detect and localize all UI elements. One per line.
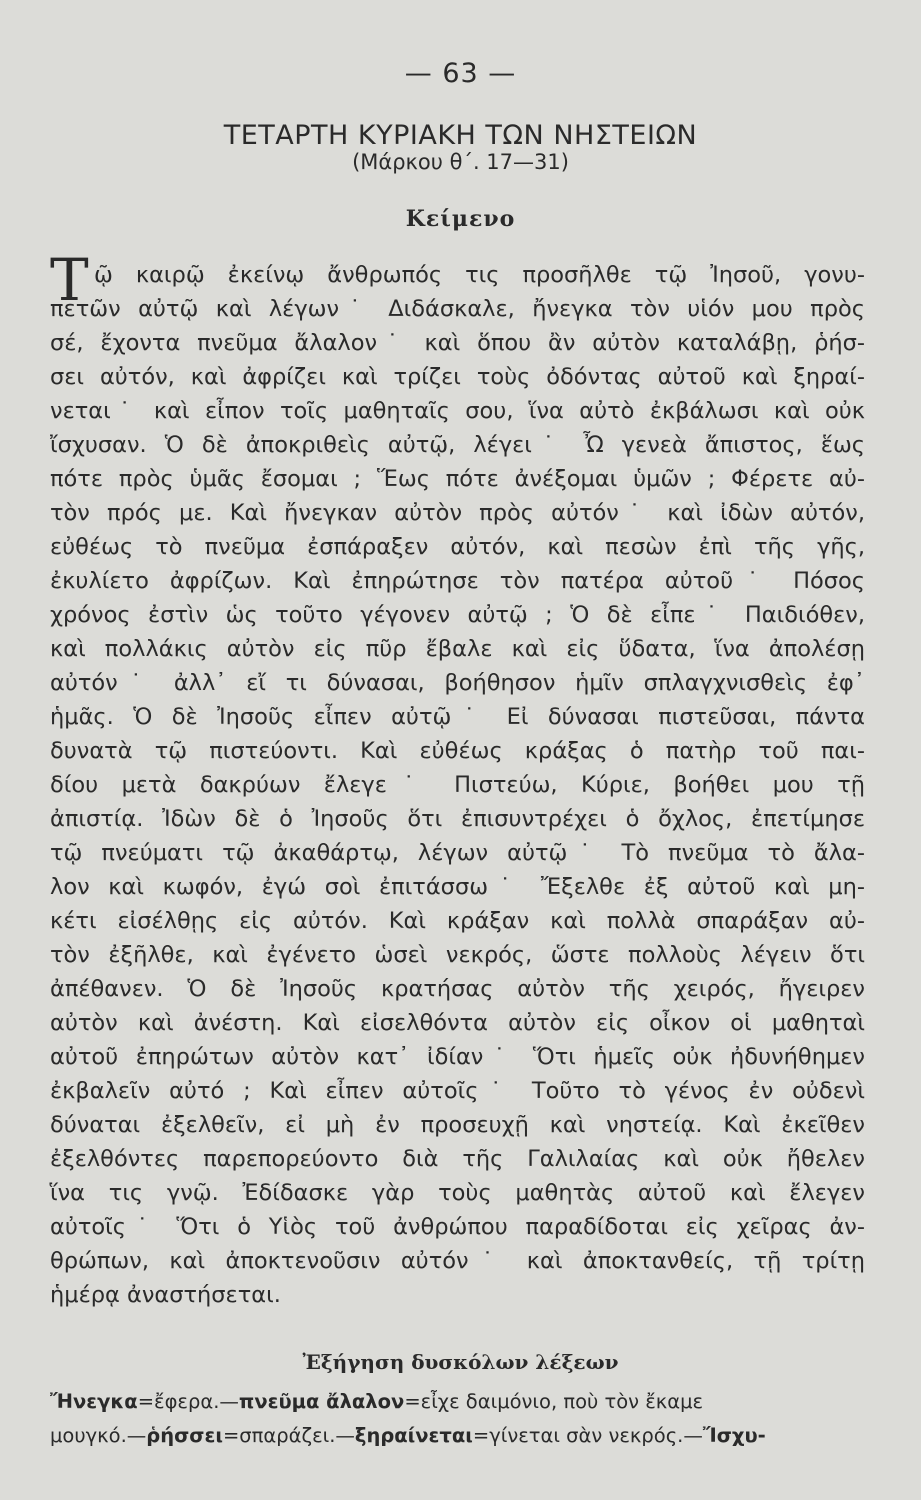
text-line — [50, 802, 865, 836]
text-line-content: ἐκυλίετο ἀφρίζων. Καὶ ἐπηρώτησε τὸν πατέρα αὐτοῦ˙ Πόσος — [50, 568, 865, 594]
text-line-content: σει αὐτόν, καὶ ἀφρίζει καὶ τρίζει τοὺς ὀδόντας αὐτοῦ καὶ ξηραί- — [50, 364, 865, 390]
text-line-content: ῷ καιρῷ ἐκείνῳ ἄνθρωπός τις προσῆλθε τῷ Ἰησοῦ, γονυ- — [94, 262, 865, 288]
text-line-content: κέτι εἰσέλθῃς εἰς αὐτόν. Καὶ κράξαν καὶ πολλὰ σπαράξαν αὐ- — [50, 908, 865, 934]
gloss-definition: =ἔφερα.— — [137, 1390, 239, 1413]
gloss-line — [50, 1385, 875, 1419]
text-line — [50, 768, 865, 802]
text-line — [50, 598, 865, 632]
section-heading: Κείμενο — [405, 206, 516, 232]
text-line — [50, 734, 865, 768]
text-line-content: αὐτοῖς˙ Ὅτι ὁ Υἱὸς τοῦ ἀνθρώπου παραδίδοται εἰς χεῖρας ἀν- — [50, 1214, 865, 1240]
text-line-content: λον καὶ κωφόν, ἐγώ σοὶ ἐπιτάσσω˙ Ἔξελθε ἐξ αὐτοῦ καὶ μη- — [50, 874, 865, 900]
text-line — [50, 326, 865, 360]
text-line-content: νεται˙ καὶ εἶπον τοῖς μαθηταῖς σου, ἵνα αὐτὸ ἐκβάλωσι καὶ οὐκ — [50, 398, 865, 424]
gloss-definition: =γίνεται σὰν νεκρός.— — [472, 1424, 703, 1447]
text-line-content: ἀπιστίᾳ. Ἰδὼν δὲ ὁ Ἰησοῦς ὅτι ἐπισυντρέχει ὁ ὄχλος, ἐπετίμησε — [50, 806, 865, 832]
text-line-content: σέ, ἔχοντα πνεῦμα ἄλαλον˙ καὶ ὅπου ἂν αὐτὸν καταλάβῃ, ῥήσ- — [50, 330, 865, 356]
text-line — [50, 496, 865, 530]
gloss-term: Ἤνεγκα — [50, 1390, 138, 1413]
gloss-definition: μουγκό.— — [50, 1424, 147, 1447]
text-line-content: ἐκβαλεῖν αὐτό ; Καὶ εἶπεν αὐτοῖς˙ Τοῦτο τὸ γένος ἐν οὐδενὶ — [50, 1078, 865, 1104]
text-line-content: ἡμέρᾳ ἀναστήσεται. — [50, 1282, 281, 1308]
text-line — [50, 904, 865, 938]
chapter-title: ΤΕΤΑΡΤΗ ΚΥΡΙΑΚΗ ΤΩΝ ΝΗΣΤΕΙΩΝ — [223, 120, 698, 151]
page-number: — 63 — — [404, 58, 517, 89]
gloss-line — [50, 1419, 875, 1453]
text-line-content: ἀπέθανεν. Ὁ δὲ Ἰησοῦς κρατήσας αὐτὸν τῆς χειρός, ἤγειρεν — [50, 976, 865, 1002]
text-line — [50, 394, 865, 428]
text-line-content: δίου μετὰ δακρύων ἔλεγε˙ Πιστεύω, Κύριε, βοήθει μου τῇ — [50, 772, 865, 798]
drop-cap: Τ — [50, 246, 89, 314]
gloss-term: πνεῦμα ἄλαλον — [238, 1390, 405, 1413]
text-line-content: δύναται ἐξελθεῖν, εἰ μὴ ἐν προσευχῇ καὶ νηστείᾳ. Καὶ ἐκεῖθεν — [50, 1112, 865, 1138]
text-line — [50, 1040, 865, 1074]
text-line-content: πότε πρὸς ὑμᾶς ἔσομαι ; Ἕως πότε ἀνέξομαι ὑμῶν ; Φέρετε αὐ- — [50, 466, 865, 492]
text-line — [50, 530, 865, 564]
text-line — [50, 1108, 865, 1142]
text-line — [50, 1176, 865, 1210]
text-line-content: δυνατὰ τῷ πιστεύοντι. Καὶ εὐθέως κράξας ὁ πατὴρ τοῦ παι- — [50, 738, 865, 764]
text-line — [50, 870, 865, 904]
text-line — [50, 1244, 865, 1278]
text-line — [50, 360, 865, 394]
text-line — [50, 564, 865, 598]
text-line-content: αὐτὸν καὶ ἀνέστη. Καὶ εἰσελθόντα αὐτὸν εἰς οἶκον οἱ μαθηταὶ — [50, 1010, 865, 1036]
text-line-content: ἡμᾶς. Ὁ δὲ Ἰησοῦς εἶπεν αὐτῷ˙ Εἰ δύνασαι πιστεῦσαι, πάντα — [50, 704, 865, 730]
text-line — [50, 292, 865, 326]
gloss-term: ῥήσσει — [146, 1424, 223, 1447]
text-line-content: τὸν πρός με. Καὶ ἤνεγκαν αὐτὸν πρὸς αὐτόν˙ καὶ ἰδὼν αὐτόν, — [50, 500, 865, 526]
text-line — [50, 836, 865, 870]
text-line — [50, 1278, 865, 1312]
text-line — [50, 700, 865, 734]
text-line-content: ἴσχυσαν. Ὁ δὲ ἀποκριθεὶς αὐτῷ, λέγει˙ Ὦ γενεὰ ἄπιστος, ἕως — [50, 432, 865, 458]
text-line — [50, 666, 865, 700]
text-line — [50, 632, 865, 666]
glossary — [50, 1385, 875, 1453]
text-line — [50, 938, 865, 972]
text-line — [50, 972, 865, 1006]
text-line-content: τὸν ἐξῆλθε, καὶ ἐγένετο ὡσεὶ νεκρός, ὥστε πολλοὺς λέγειν ὅτι — [50, 942, 865, 968]
text-line — [50, 1142, 865, 1176]
gloss-definition: =σπαράζει.— — [222, 1424, 355, 1447]
text-line-content: καὶ πολλάκις αὐτὸν εἰς πῦρ ἔβαλε καὶ εἰς ὕδατα, ἵνα ἀπολέσῃ — [50, 636, 865, 662]
gloss-heading: Ἐξήγηση δυσκόλων λέξεων — [302, 1350, 619, 1374]
text-line-content: θρώπων, καὶ ἀποκτενοῦσιν αὐτόν˙ καὶ ἀποκτανθείς, τῇ τρίτῃ — [50, 1248, 865, 1274]
text-line-content: χρόνος ἐστὶν ὡς τοῦτο γέγονεν αὐτῷ ; Ὁ δὲ εἶπε˙ Παιδιόθεν, — [50, 602, 865, 628]
text-line — [50, 1074, 865, 1108]
text-line — [50, 1006, 865, 1040]
text-line — [50, 428, 865, 462]
text-line — [50, 462, 865, 496]
gloss-definition: =εἶχε δαιμόνιο, ποὺ τὸν ἔκαμε — [404, 1390, 704, 1413]
text-line-content: ἵνα τις γνῷ. Ἐδίδασκε γὰρ τοὺς μαθητὰς αὐτοῦ καὶ ἔλεγεν — [50, 1180, 865, 1206]
text-line-content: τῷ πνεύματι τῷ ἀκαθάρτῳ, λέγων αὐτῷ˙ Τὸ πνεῦμα τὸ ἄλα- — [50, 840, 865, 866]
text-line-content: αὐτόν˙ ἀλλ᾽ εἴ τι δύνασαι, βοήθησον ἡμῖν σπλαγχνισθεὶς ἐφ᾽ — [50, 670, 865, 696]
gloss-term: ξηραίνεται — [354, 1424, 473, 1447]
text-line — [50, 258, 865, 292]
text-line-content: εὐθέως τὸ πνεῦμα ἐσπάραξεν αὐτόν, καὶ πεσὼν ἐπὶ τῆς γῆς, — [50, 534, 865, 560]
text-line-content: πετῶν αὐτῷ καὶ λέγων˙ Διδάσκαλε, ἤνεγκα τὸν υἱόν μου πρὸς — [50, 296, 865, 322]
text-line-content: αὐτοῦ ἐπηρώτων αὐτὸν κατ᾽ ἰδίαν˙ Ὅτι ἡμεῖς οὐκ ἠδυνήθημεν — [50, 1044, 865, 1070]
text-line-content: ἐξελθόντες παρεπορεύοντο διὰ τῆς Γαλιλαίας καὶ οὐκ ἤθελεν — [50, 1146, 865, 1172]
gloss-term: Ἴσχυ- — [702, 1424, 766, 1447]
body-text — [50, 258, 865, 1312]
text-line — [50, 1210, 865, 1244]
scripture-reference: (Μάρκου θ΄. 17—31) — [352, 150, 569, 174]
